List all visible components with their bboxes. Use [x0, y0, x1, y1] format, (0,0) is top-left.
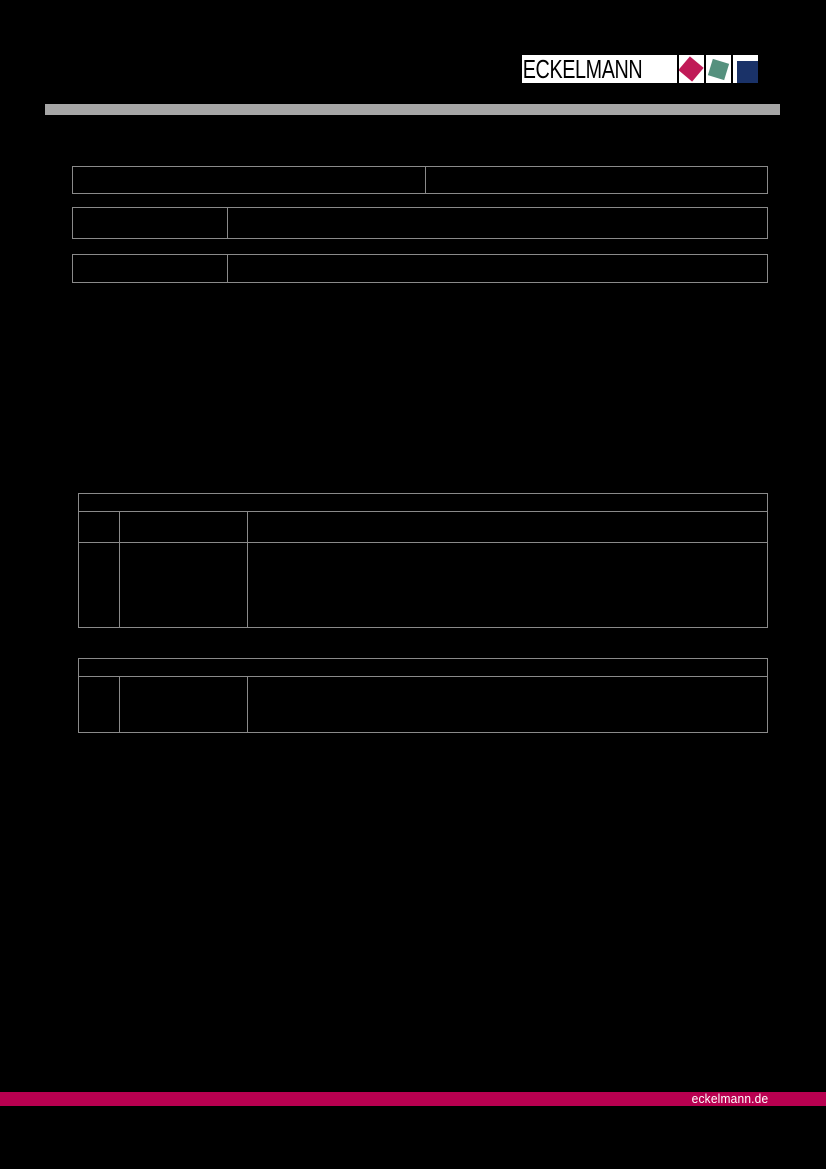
logo-wordmark: ECKELMANN [522, 55, 643, 83]
field-label-cell [73, 208, 227, 238]
logo-ruby-box [679, 55, 704, 83]
field-value-cell [227, 255, 767, 282]
table-cell [119, 543, 247, 627]
navy-square-icon [737, 61, 758, 83]
table-cell [425, 167, 767, 193]
logo-teal-box [706, 55, 731, 83]
table-header-band [79, 659, 767, 677]
table-row [79, 512, 767, 542]
content-table-2 [78, 658, 768, 733]
table-cell [247, 543, 767, 627]
table-cell [79, 543, 119, 627]
field-value-cell [227, 208, 767, 238]
table-cell [119, 677, 247, 732]
doc-field-table-1 [72, 207, 768, 239]
table-cell [247, 677, 767, 732]
table-row [79, 542, 767, 627]
doc-field-table-2 [72, 254, 768, 283]
ruby-diamond-icon [679, 56, 704, 81]
content-table-1 [78, 493, 768, 628]
eckelmann-logo [522, 55, 758, 83]
logo-wordmark-box [522, 55, 677, 83]
teal-diamond-icon [708, 59, 729, 80]
logo-navy-box [733, 55, 758, 83]
table-cell [247, 512, 767, 542]
table-cell [73, 167, 425, 193]
field-label-cell [73, 255, 227, 282]
table-cell [79, 512, 119, 542]
table-header-band [79, 494, 767, 512]
table-cell [119, 512, 247, 542]
footer-bar [0, 1092, 826, 1106]
footer-url-link[interactable]: eckelmann.de [691, 1091, 768, 1106]
header-rule [45, 104, 780, 115]
table-row [79, 677, 767, 732]
table-cell [79, 677, 119, 732]
title-table [72, 166, 768, 194]
